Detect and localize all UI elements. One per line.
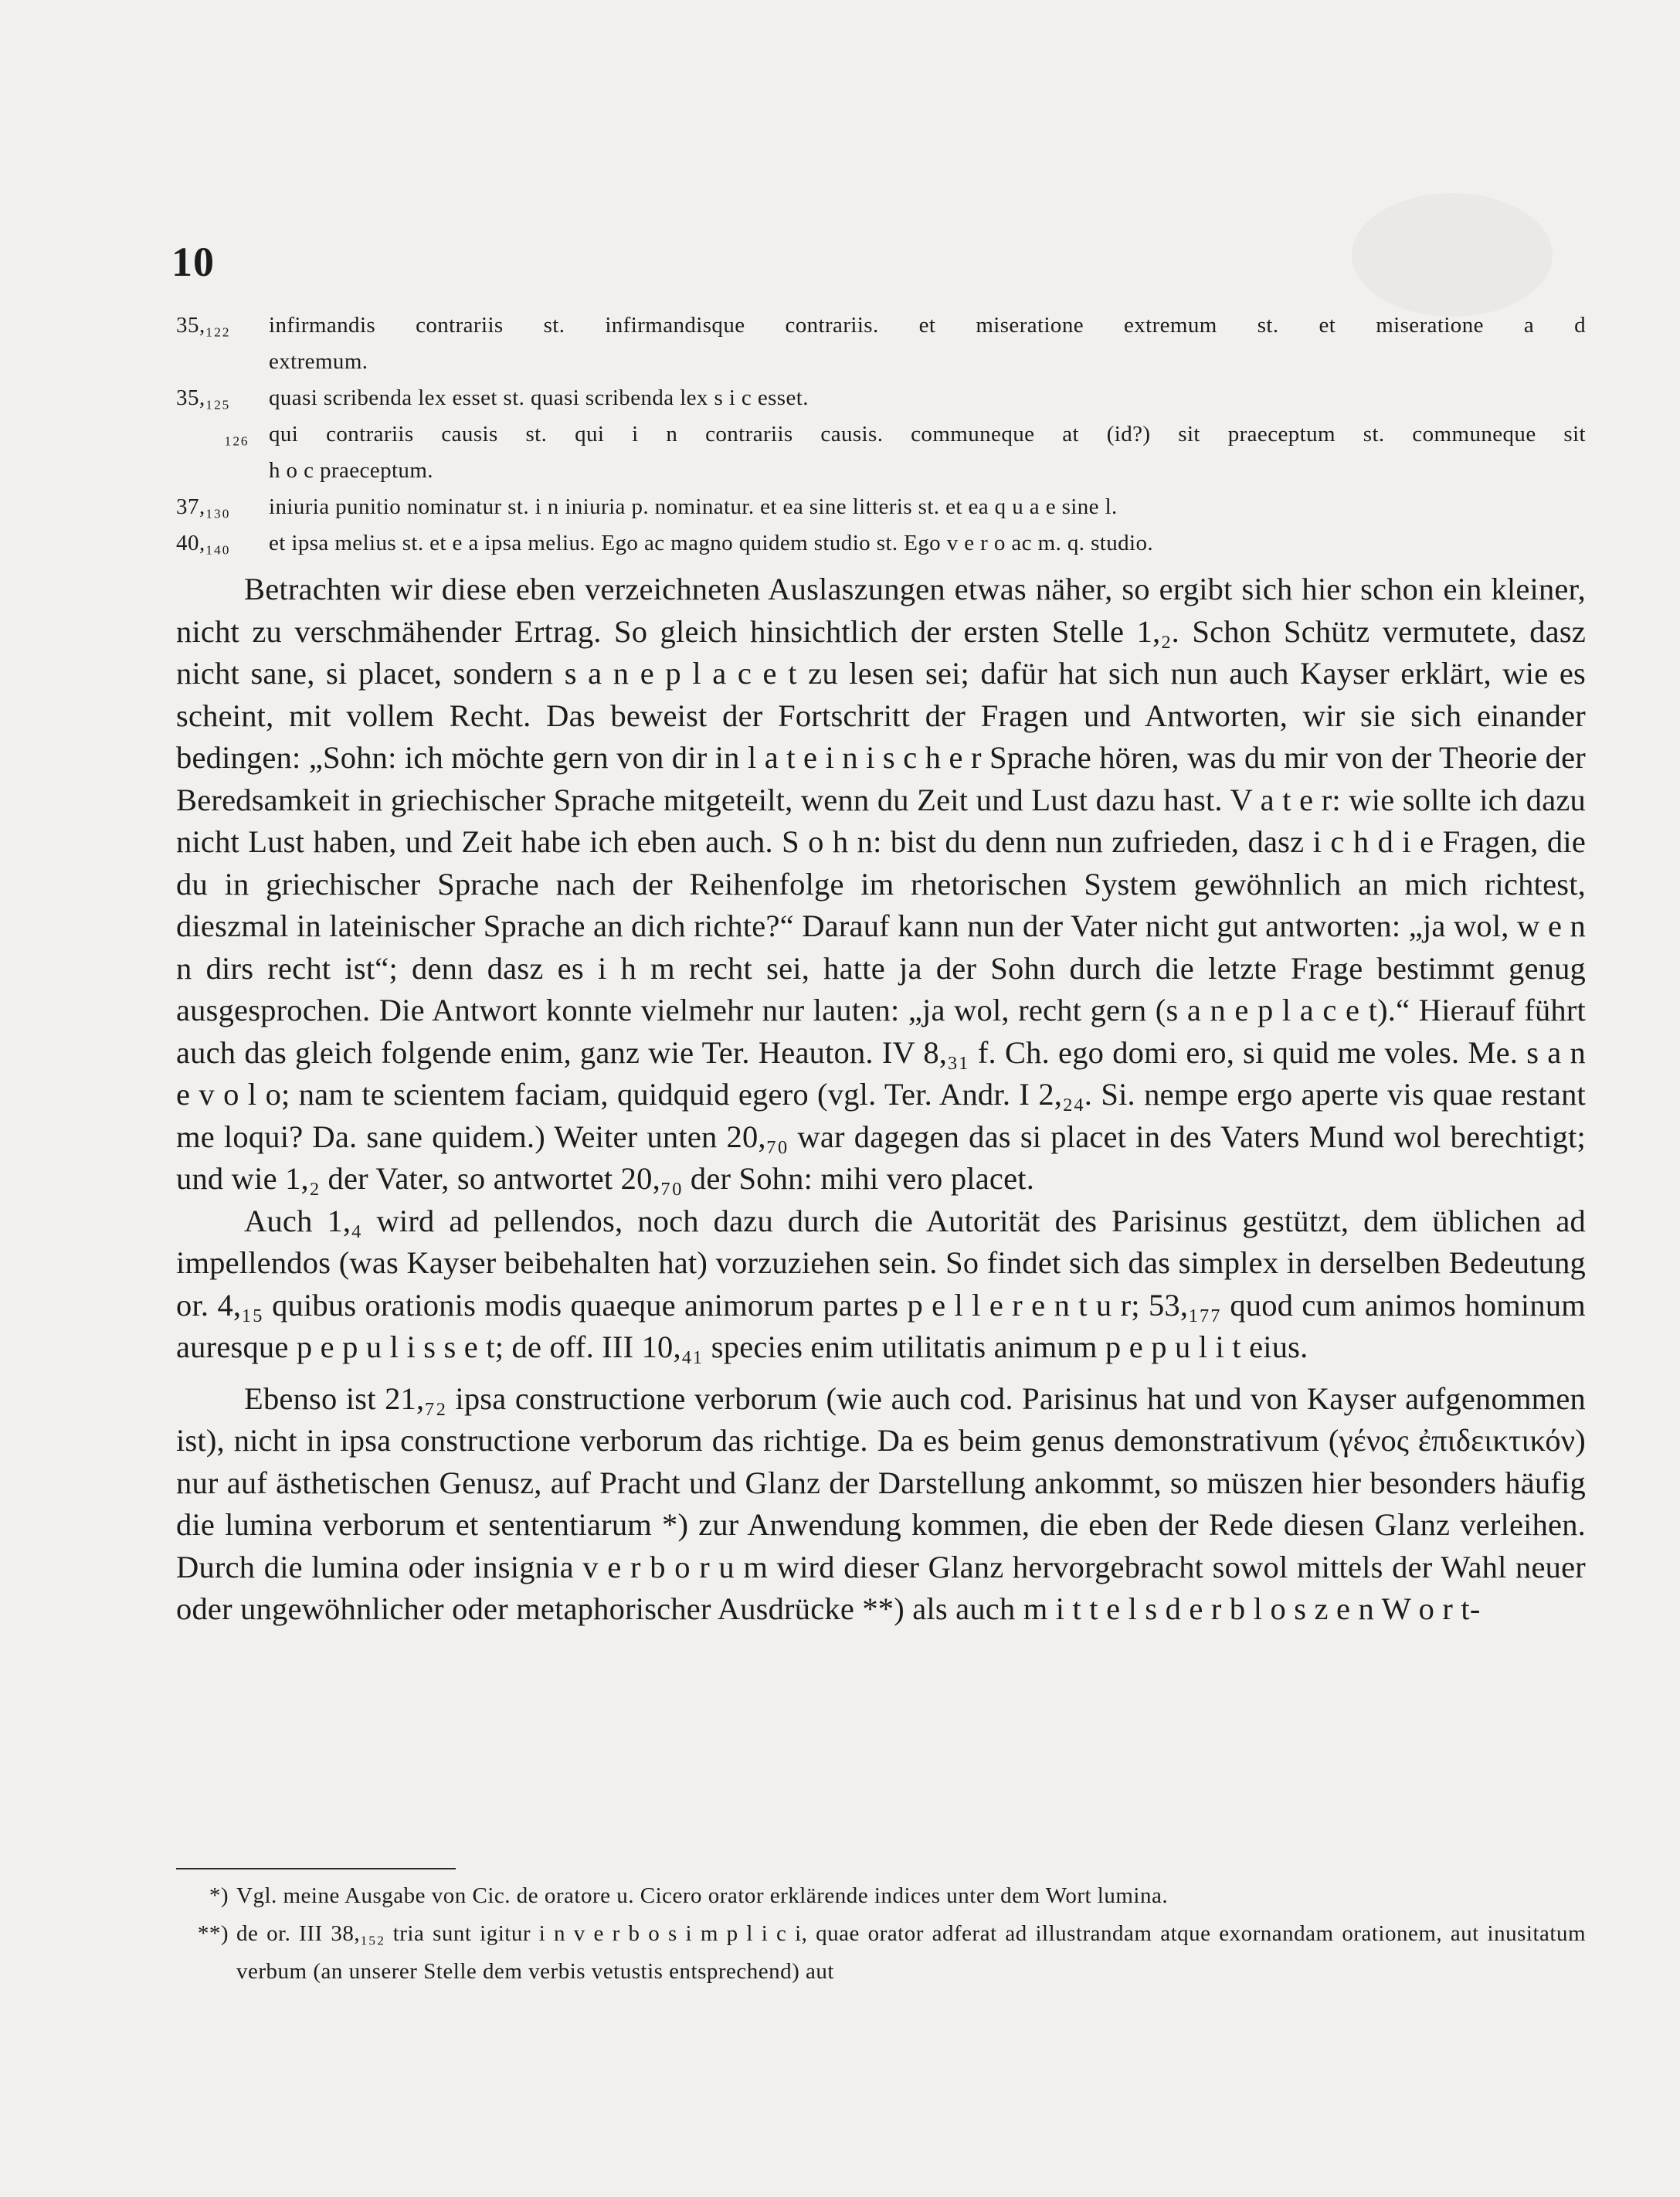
footnote-text: de or. III 38,₁₅₂ tria sunt igitur i n v e r b o s i m p l i c i, quae orator adferat ad illustrandam atque exornandam orationem, aut inusitatum verbum (an unserer Stelle dem verbis vetustis entsprechend) aut bbox=[236, 1921, 1586, 1984]
footnotes bbox=[176, 1877, 1586, 1991]
apparatus-ref: 35,₁₂₅ bbox=[176, 385, 230, 410]
paragraph: Auch 1,₄ wird ad pellendos, noch dazu durch die Autorität des Parisinus gestützt, dem üblichen ad impellendos (was Kayser beibehalten hat) vorzuziehen sein. So findet sich das simplex in derselben Bedeutung or. 4,₁₅ quibus orationis modis quaeque animorum partes p e l l e r e n t u r; 53,₁₇₇ quod cum animos hominum auresque p e p u l i s s e t; de off. III 10,₄₁ species enim utilitatis animum p e p u l i t eius. bbox=[176, 1203, 1586, 1364]
apparatus-entry bbox=[176, 489, 1586, 525]
apparatus-text: iniuria punitio nominatur st. i n iniuria p. nominatur. et ea sine litteris st. et ea q u a e sine l. bbox=[269, 494, 1118, 519]
footnote bbox=[176, 1877, 1586, 1915]
apparatus-text: qui contrariis causis st. qui i n contrariis causis. communeque at (id?) sit praeceptum st. communeque sit bbox=[269, 422, 1586, 447]
apparatus-entry bbox=[176, 416, 1586, 453]
critical-apparatus bbox=[176, 307, 1586, 562]
paragraph: Ebenso ist 21,₇₂ ipsa constructione verborum (wie auch cod. Parisinus hat und von Kayser aufgenommen ist), nicht in ipsa constructione verborum das richtige. Da es beim genus demonstrativum (γένος ἐπιδεικτικόν) nur auf ästhetischen Genusz, auf Pracht und Glanz der Darstellung ankommt, so müszen hier besonders häufig die lumina verborum et sententiarum *) zur Anwendung kommen, die eben der Rede diesen Glanz verleihen. Durch die lumina oder insignia v e r b o r u m wird dieser Glanz hervorgebracht sowol mittels der Wahl neuer oder ungewöhnlicher oder metaphorischer Ausdrücke **) als auch m i t t e l s d e r b l o s z e n W o r t- bbox=[176, 1380, 1586, 1626]
apparatus-text: quasi scribenda lex esset st. quasi scribenda lex s i c esset. bbox=[269, 385, 809, 410]
footnote-mark: **) bbox=[197, 1921, 229, 1946]
paper-smudge bbox=[1352, 193, 1553, 317]
apparatus-ref: ₁₂₆ bbox=[224, 422, 249, 447]
apparatus-ref: 40,₁₄₀ bbox=[176, 531, 230, 555]
main-text bbox=[176, 569, 1586, 1631]
footnote-text: Vgl. meine Ausgabe von Cic. de oratore u. Cicero orator erklärende indices unter dem Wort lumina. bbox=[236, 1883, 1169, 1908]
page-number: 10 bbox=[171, 239, 215, 285]
apparatus-ref: 35,₁₂₂ bbox=[176, 313, 230, 338]
footnote-rule bbox=[176, 1868, 456, 1869]
apparatus-continuation: extremum. bbox=[269, 349, 368, 374]
apparatus-entry bbox=[176, 380, 1586, 416]
apparatus-text: infirmandis contrariis st. infirmandisque contrariis. et miseratione extremum st. et miseratione a d bbox=[269, 313, 1586, 338]
apparatus-continuation: h o c praeceptum. bbox=[269, 458, 433, 483]
apparatus-ref: 37,₁₃₀ bbox=[176, 494, 230, 519]
apparatus-entry bbox=[176, 525, 1586, 562]
footnote bbox=[176, 1915, 1586, 1991]
footnote-mark: *) bbox=[209, 1883, 229, 1908]
apparatus-text: et ipsa melius st. et e a ipsa melius. Ego ac magno quidem studio st. Ego v e r o ac m. q. studio. bbox=[269, 531, 1154, 555]
apparatus-entry bbox=[176, 307, 1586, 344]
paragraph: Betrachten wir diese eben verzeichneten Auslaszungen etwas näher, so ergibt sich hier schon ein kleiner, nicht zu verschmähender Ertrag. So gleich hinsichtlich der ersten Stelle 1,₂. Schon Schütz vermutete, dasz nicht sane, si placet, sondern s a n e p l a c e t zu lesen sei; dafür hat sich nun auch Kayser erklärt, wie es scheint, mit vollem Recht. Das beweist der Fortschritt der Fragen und Antworten, wir sie sich einander bedingen: „Sohn: ich möchte gern von dir in l a t e i n i s c h e r Sprache hören, was du mir von der Theorie der Beredsamkeit in griechischer Sprache mitgeteilt, wenn du Zeit und Lust dazu hast. V a t e r: wie sollte ich dazu nicht Lust haben, und Zeit habe ich eben auch. S o h n: bist du denn nun zufrieden, dasz i c h d i e Fragen, die du in griechischer Sprache nach der Reihenfolge im rhetorischen System gewöhnlich an mich richtest, dieszmal in lateinischer Sprache an dich richte?“ Darauf kann nun der Vater nicht gut antworten: „ja wol, w e n n dirs recht ist“; denn dasz es i h m recht sei, hatte ja der Sohn durch die letzte Frage bestimmt genug ausgesprochen. Die Antwort konnte vielmehr nur lauten: „ja wol, recht gern (s a n e p l a c e t).“ Hierauf führt auch das gleich folgende enim, ganz wie Ter. Heauton. IV 8,₃₁ f. Ch. ego domi ero, si quid me voles. Me. s a n e v o l o; nam te scientem faciam, quidquid egero (vgl. Ter. Andr. I 2,₂₄. Si. nempe ergo aperte vis quae restant me loqui? Da. sane quidem.) Weiter unten 20,₇₀ war dagegen das si placet in des Vaters Mund wol berechtigt; und wie 1,₂ der Vater, so antwortet 20,₇₀ der Sohn: mihi vero placet. bbox=[176, 572, 1586, 1196]
